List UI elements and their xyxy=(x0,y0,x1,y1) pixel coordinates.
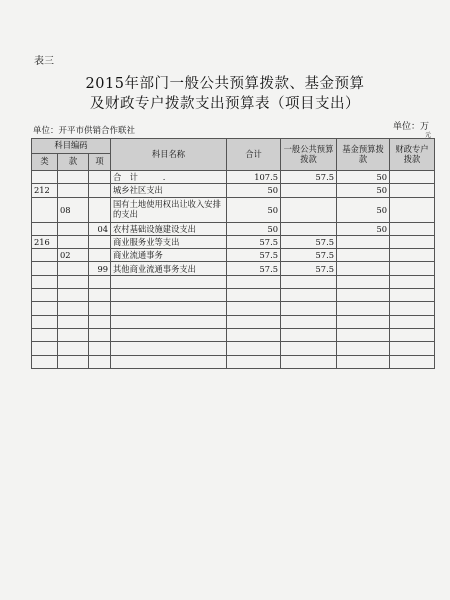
header-name: 科目名称 xyxy=(111,139,227,171)
cell-kuan xyxy=(58,235,89,248)
cell-general xyxy=(281,355,337,368)
cell-lei xyxy=(32,289,58,302)
cell-xiang xyxy=(89,275,111,288)
cell-kuan xyxy=(58,328,89,341)
header-total: 合计 xyxy=(227,139,281,171)
table-row xyxy=(32,342,435,355)
organization-unit: 单位：开平市供销合作联社 xyxy=(33,126,136,136)
cell-total: 50 xyxy=(227,222,281,235)
cell-kuan xyxy=(58,289,89,302)
cell-name xyxy=(111,342,227,355)
cell-finance xyxy=(390,355,435,368)
cell-general xyxy=(281,275,337,288)
cell-name xyxy=(111,315,227,328)
cell-total xyxy=(227,355,281,368)
cell-xiang: 99 xyxy=(89,262,111,275)
cell-kuan: 08 xyxy=(58,197,89,222)
cell-lei: 216 xyxy=(32,235,58,248)
cell-general xyxy=(281,184,337,197)
cell-total xyxy=(227,289,281,302)
cell-xiang xyxy=(89,302,111,315)
cell-fund xyxy=(337,235,390,248)
money-unit-tail: 元 xyxy=(425,132,432,139)
cell-fund xyxy=(337,275,390,288)
table-row xyxy=(32,328,435,341)
cell-xiang xyxy=(89,249,111,262)
cell-general: 57.5 xyxy=(281,235,337,248)
cell-general xyxy=(281,315,337,328)
cell-name: 合 计 . xyxy=(111,171,227,184)
cell-xiang xyxy=(89,328,111,341)
cell-general xyxy=(281,222,337,235)
cell-fund xyxy=(337,262,390,275)
cell-finance xyxy=(390,275,435,288)
table-row xyxy=(32,302,435,315)
cell-finance xyxy=(390,249,435,262)
cell-finance xyxy=(390,342,435,355)
cell-lei xyxy=(32,342,58,355)
cell-xiang xyxy=(89,197,111,222)
cell-fund xyxy=(337,302,390,315)
header-finance: 财政专户拨款 xyxy=(390,139,435,171)
cell-name xyxy=(111,328,227,341)
cell-general: 57.5 xyxy=(281,249,337,262)
cell-total: 57.5 xyxy=(227,262,281,275)
cell-fund xyxy=(337,342,390,355)
cell-general xyxy=(281,197,337,222)
table-row xyxy=(32,355,435,368)
table-row xyxy=(32,275,435,288)
cell-lei xyxy=(32,262,58,275)
header-kuan: 款 xyxy=(58,154,89,171)
cell-name: 农村基础设施建设支出 xyxy=(111,222,227,235)
header-row-1 xyxy=(32,139,435,154)
cell-kuan xyxy=(58,262,89,275)
cell-finance xyxy=(390,262,435,275)
page-title-line2: 及财政专户拨款支出预算表（项目支出） xyxy=(90,96,360,112)
cell-total xyxy=(227,302,281,315)
header-general: 一般公共预算拨款 xyxy=(281,139,337,171)
cell-kuan xyxy=(58,315,89,328)
cell-xiang xyxy=(89,342,111,355)
cell-total: 50 xyxy=(227,184,281,197)
cell-finance xyxy=(390,171,435,184)
money-unit xyxy=(393,119,432,139)
cell-xiang xyxy=(89,355,111,368)
cell-total: 50 xyxy=(227,197,281,222)
table-row xyxy=(32,171,435,184)
table-label: 表三 xyxy=(34,56,54,67)
cell-lei xyxy=(32,302,58,315)
cell-lei xyxy=(32,315,58,328)
cell-kuan xyxy=(58,355,89,368)
cell-finance xyxy=(390,328,435,341)
cell-general: 57.5 xyxy=(281,262,337,275)
budget-table xyxy=(31,138,435,369)
cell-xiang: 04 xyxy=(89,222,111,235)
cell-name xyxy=(111,289,227,302)
cell-total xyxy=(227,275,281,288)
cell-finance xyxy=(390,184,435,197)
cell-kuan xyxy=(58,184,89,197)
cell-general xyxy=(281,302,337,315)
cell-finance xyxy=(390,222,435,235)
cell-fund: 50 xyxy=(337,171,390,184)
cell-lei xyxy=(32,355,58,368)
cell-finance xyxy=(390,315,435,328)
table-row xyxy=(32,315,435,328)
cell-lei xyxy=(32,275,58,288)
cell-finance xyxy=(390,302,435,315)
cell-fund: 50 xyxy=(337,184,390,197)
cell-xiang xyxy=(89,315,111,328)
cell-kuan: 02 xyxy=(58,249,89,262)
table-row xyxy=(32,289,435,302)
header-lei: 类 xyxy=(32,154,58,171)
table-row xyxy=(32,235,435,248)
header-code-group: 科目编码 xyxy=(32,139,111,154)
cell-total: 57.5 xyxy=(227,249,281,262)
cell-kuan xyxy=(58,171,89,184)
table-row xyxy=(32,184,435,197)
page-title-line1: 2015年部门一般公共预算拨款、基金预算 xyxy=(85,76,365,92)
cell-name: 商业流通事务 xyxy=(111,249,227,262)
cell-total: 107.5 xyxy=(227,171,281,184)
cell-lei xyxy=(32,197,58,222)
cell-kuan xyxy=(58,222,89,235)
cell-total xyxy=(227,315,281,328)
header-xiang: 项 xyxy=(89,154,111,171)
cell-xiang xyxy=(89,184,111,197)
cell-general xyxy=(281,342,337,355)
cell-fund: 50 xyxy=(337,197,390,222)
cell-kuan xyxy=(58,302,89,315)
cell-total xyxy=(227,342,281,355)
cell-fund xyxy=(337,328,390,341)
cell-name xyxy=(111,275,227,288)
cell-name xyxy=(111,355,227,368)
cell-fund xyxy=(337,289,390,302)
cell-general xyxy=(281,289,337,302)
cell-fund xyxy=(337,355,390,368)
cell-lei: 212 xyxy=(32,184,58,197)
cell-finance xyxy=(390,235,435,248)
cell-name: 城乡社区支出 xyxy=(111,184,227,197)
cell-name: 商业服务业等支出 xyxy=(111,235,227,248)
cell-lei xyxy=(32,222,58,235)
cell-finance xyxy=(390,197,435,222)
cell-lei xyxy=(32,171,58,184)
table-row xyxy=(32,249,435,262)
cell-total xyxy=(227,328,281,341)
table-row xyxy=(32,262,435,275)
cell-name xyxy=(111,302,227,315)
table-row xyxy=(32,222,435,235)
cell-lei xyxy=(32,249,58,262)
cell-lei xyxy=(32,328,58,341)
cell-general: 57.5 xyxy=(281,171,337,184)
cell-name: 其他商业流通事务支出 xyxy=(111,262,227,275)
cell-xiang xyxy=(89,289,111,302)
cell-fund xyxy=(337,315,390,328)
cell-fund: 50 xyxy=(337,222,390,235)
cell-xiang xyxy=(89,171,111,184)
money-unit-label: 单位：万 xyxy=(393,122,430,132)
cell-finance xyxy=(390,289,435,302)
cell-fund xyxy=(337,249,390,262)
table-row xyxy=(32,197,435,222)
cell-kuan xyxy=(58,342,89,355)
cell-general xyxy=(281,328,337,341)
header-fund: 基金预算拨款 xyxy=(337,139,390,171)
cell-kuan xyxy=(58,275,89,288)
cell-name: 国有土地使用权出让收入安排的支出 xyxy=(111,197,227,222)
cell-total: 57.5 xyxy=(227,235,281,248)
cell-xiang xyxy=(89,235,111,248)
